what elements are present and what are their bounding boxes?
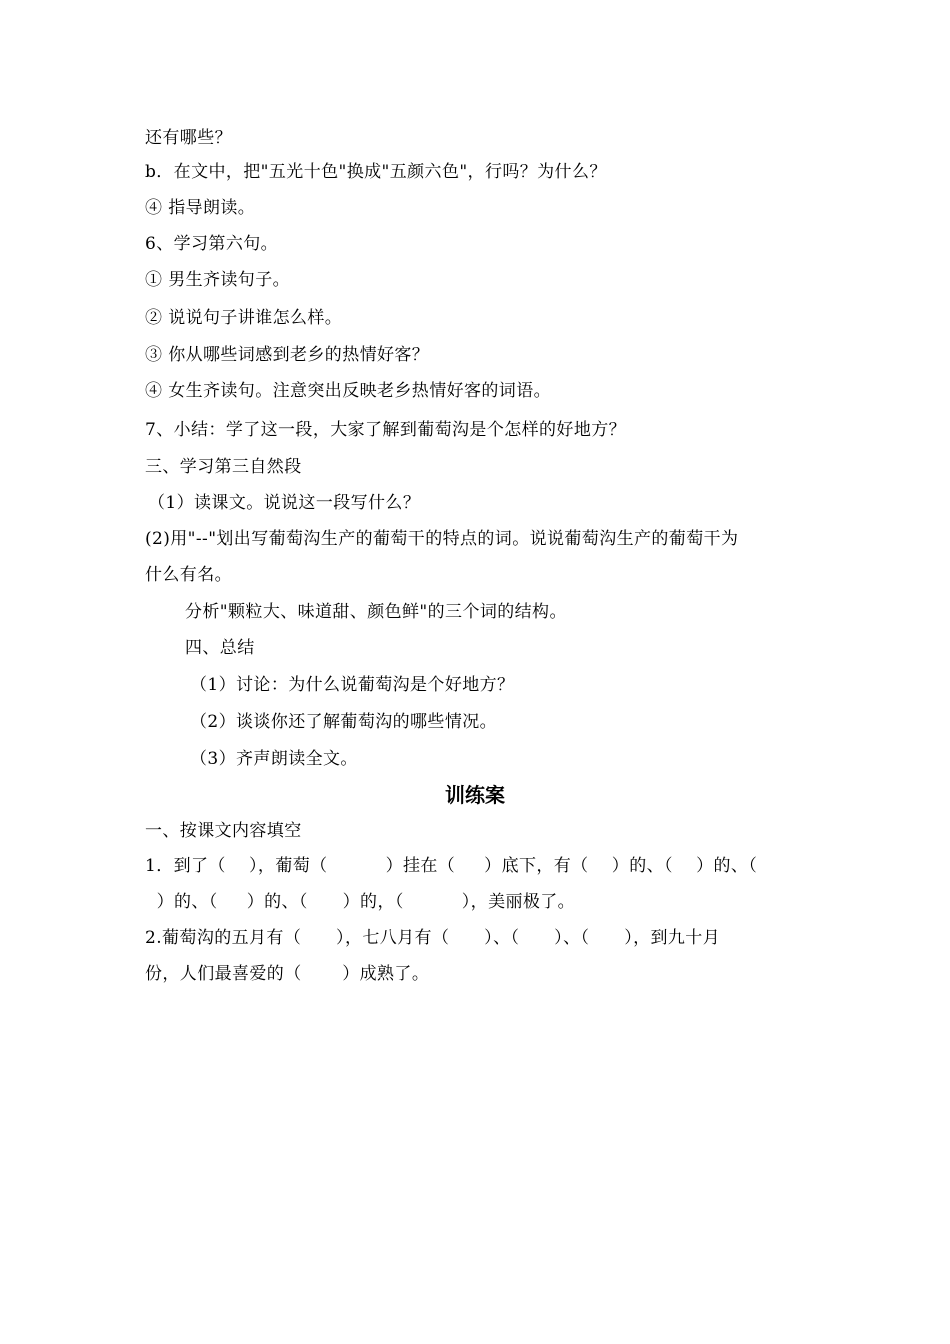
text-line: ① 男生齐读句子。: [145, 270, 291, 290]
text-line: 6、学习第六句。: [145, 234, 279, 254]
text-line: （3）齐声朗读全文。: [190, 749, 358, 769]
text-line: 还有哪些？: [145, 128, 232, 148]
text-line: ③ 你从哪些词感到老乡的热情好客？: [145, 345, 430, 365]
text-line: ④ 指导朗读。: [145, 198, 256, 218]
text-line: （1）讨论：为什么说葡萄沟是个好地方？: [190, 675, 515, 695]
text-line: 什么有名。: [145, 565, 232, 585]
training-title: 训练案: [445, 783, 505, 807]
text-line: （2）谈谈你还了解葡萄沟的哪些情况。: [190, 712, 498, 732]
text-line: (2)用"--"划出写葡萄沟生产的葡萄干的特点的词。说说葡萄沟生产的葡萄干为: [145, 529, 739, 549]
text-line: 分析"颗粒大、味道甜、颜色鲜"的三个词的结构。: [185, 602, 567, 622]
section-heading: 四、总结: [185, 638, 255, 658]
text-line: 7、小结：学了这一段，大家了解到葡萄沟是个怎样的好地方？: [145, 420, 627, 440]
training-section-heading: 一、按课文内容填空: [145, 821, 302, 841]
text-line: ④ 女生齐读句。注意突出反映老乡热情好客的词语。: [145, 381, 552, 401]
text-line: ② 说说句子讲谁怎么样。: [145, 308, 343, 328]
question-2-line-1: 2.葡萄沟的五月有（ ），七八月有（ ）、（ ）、（ ），到九十月: [145, 928, 721, 948]
question-2-line-2: 份，人们最喜爱的（ ）成熟了。: [145, 964, 430, 984]
text-line: b．在文中，把"五光十色"换成"五颜六色"，行吗？为什么？: [145, 162, 607, 182]
question-1-line-2: ）的、（ ）的、（ ）的，（ ），美丽极了。: [145, 892, 576, 912]
question-1-line-1: 1．到了（ ），葡萄（ ）挂在（ ）底下，有（ ）的、（ ）的、（: [145, 856, 758, 876]
text-line: （1）读课文。说说这一段写什么？: [148, 493, 421, 513]
section-heading: 三、学习第三自然段: [145, 457, 302, 477]
